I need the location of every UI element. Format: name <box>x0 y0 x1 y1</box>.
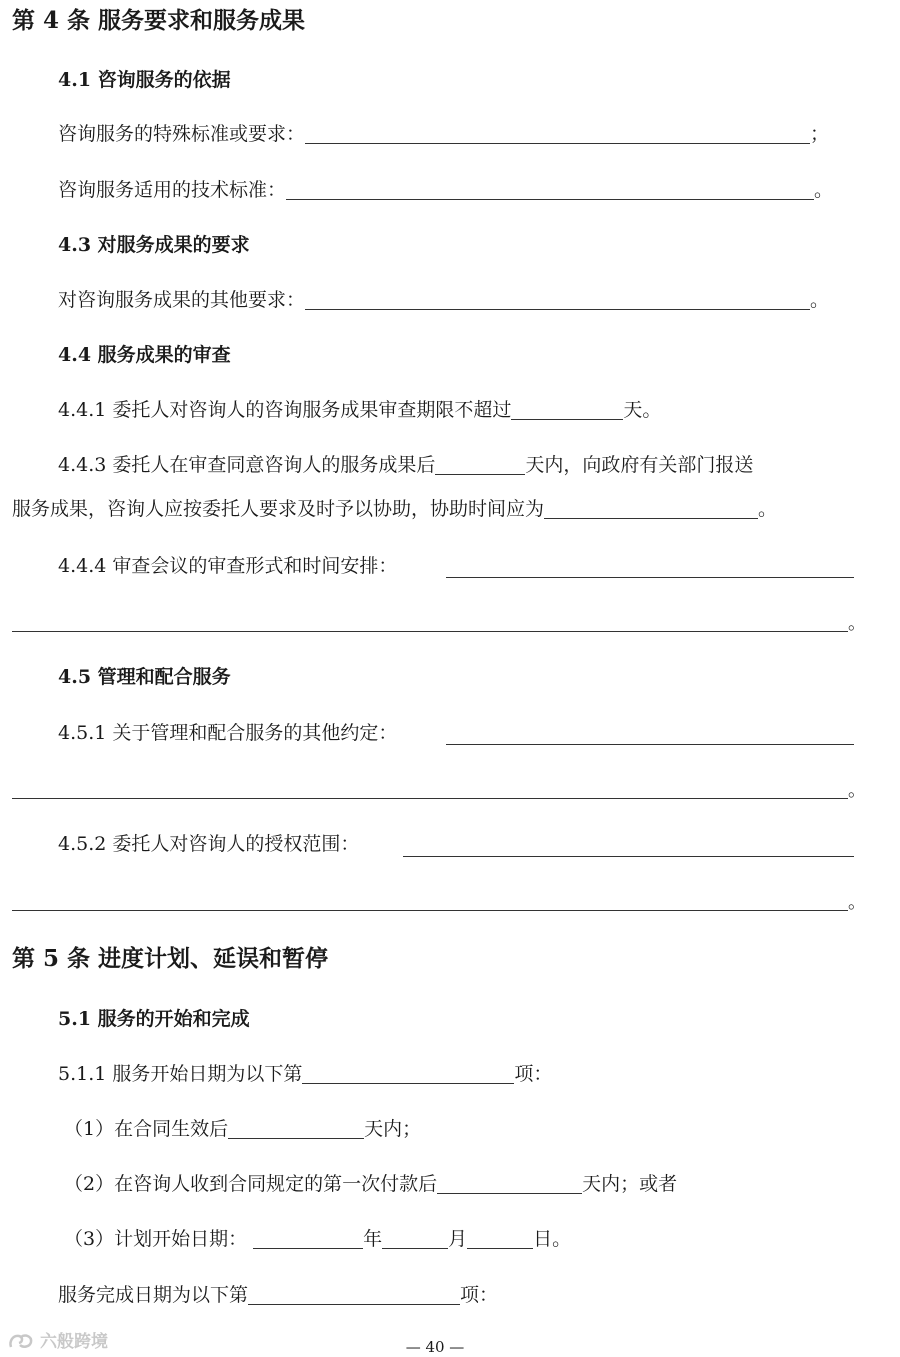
fill-blank-start-option[interactable] <box>302 1065 514 1084</box>
page-number: — 40 — <box>405 1338 465 1356</box>
completion-date-clause <box>58 1286 498 1305</box>
fill-blank-other-requirements[interactable] <box>305 291 810 310</box>
section-4-3-title: 4.3 对服务成果的要求 <box>58 234 250 256</box>
fill-blank-special-standards[interactable] <box>305 125 810 144</box>
section-4-5-title: 4.5 管理和配合服务 <box>58 666 231 688</box>
clause-4-3-line-1 <box>58 291 829 310</box>
punctuation: 。 <box>814 179 834 201</box>
clause-text: 4.5.1 关于管理和配合服务的其他约定： <box>58 722 398 744</box>
section-4-1-title: 4.1 咨询服务的依据 <box>58 69 231 91</box>
clause-text: 项： <box>514 1063 553 1085</box>
clause-text: 天。 <box>623 399 662 421</box>
clause-text: 4.4.4 审查会议的审查形式和时间安排： <box>58 555 398 577</box>
fill-blank-days-after-effective[interactable] <box>228 1120 364 1139</box>
clause-text: 咨询服务适用的技术标准： <box>58 179 287 201</box>
clause-text: 项： <box>460 1284 499 1306</box>
day-label: 日。 <box>533 1228 572 1250</box>
fill-blank-submission-days[interactable] <box>435 456 525 475</box>
punctuation: ； <box>810 123 830 145</box>
fill-blank-finish-option[interactable] <box>248 1286 460 1305</box>
clause-4-4-1 <box>58 401 661 420</box>
clause-text: 服务完成日期为以下第 <box>58 1284 249 1306</box>
article-5-heading: 第 5 条 进度计划、延误和暂停 <box>12 945 329 972</box>
clause-text: 咨询服务的特殊标准或要求： <box>58 123 306 145</box>
punctuation: 。 <box>848 780 866 801</box>
clause-text: 天内，向政府有关部门报送 <box>525 454 754 476</box>
fill-line-review-form-1[interactable] <box>446 577 854 578</box>
option-1 <box>64 1120 421 1139</box>
clause-4-5-2-line-1 <box>58 835 359 854</box>
fill-line-review-form-2[interactable] <box>12 631 848 632</box>
clause-4-1-line-1 <box>58 125 829 144</box>
section-4-4-title: 4.4 服务成果的审查 <box>58 344 231 366</box>
clause-4-4-3-line-2 <box>12 500 777 519</box>
clause-text: 服务成果，咨询人应按委托人要求及时予以协助，协助时间应为 <box>12 498 545 520</box>
fill-blank-assist-time[interactable] <box>544 500 758 519</box>
clause-4-5-1-line-1 <box>58 724 397 743</box>
punctuation: 。 <box>810 289 830 311</box>
clause-text: 天内； <box>364 1118 422 1140</box>
fill-blank-days-after-payment[interactable] <box>437 1175 582 1194</box>
clause-4-1-line-2 <box>58 181 833 200</box>
clause-text: 对咨询服务成果的其他要求： <box>58 289 306 311</box>
clause-text: 4.5.2 委托人对咨询人的授权范围： <box>58 833 360 855</box>
fill-blank-month[interactable] <box>382 1230 448 1249</box>
fill-blank-year[interactable] <box>253 1230 363 1249</box>
clause-5-1-1 <box>58 1065 552 1084</box>
clause-4-4-3-line-1 <box>58 456 753 475</box>
clause-text: 4.4.1 委托人对咨询人的咨询服务成果审查期限不超过 <box>58 399 512 421</box>
clause-text: 天内；或者 <box>582 1173 678 1195</box>
fill-line-authorization-2[interactable] <box>12 910 848 911</box>
fill-line-management-2[interactable] <box>12 798 848 799</box>
clause-4-4-4-line-1 <box>58 557 397 576</box>
punctuation: 。 <box>848 892 866 913</box>
clause-text: （3）计划开始日期： <box>64 1228 248 1250</box>
clause-text: 5.1.1 服务开始日期为以下第 <box>58 1063 303 1085</box>
punctuation: 。 <box>758 498 778 520</box>
fill-line-authorization-1[interactable] <box>403 856 854 857</box>
article-4-heading: 第 4 条 服务要求和服务成果 <box>12 7 306 34</box>
punctuation: 。 <box>848 613 866 634</box>
fill-line-management-1[interactable] <box>446 744 854 745</box>
clause-text: 4.4.3 委托人在审查同意咨询人的服务成果后 <box>58 454 436 476</box>
year-label: 年 <box>363 1228 383 1250</box>
fill-blank-review-days[interactable] <box>511 401 623 420</box>
watermark-text: 六般跨境 <box>40 1332 108 1352</box>
fill-blank-technical-standards[interactable] <box>286 181 814 200</box>
option-3 <box>64 1230 571 1249</box>
fill-blank-day[interactable] <box>467 1230 533 1249</box>
month-label: 月 <box>448 1228 468 1250</box>
section-5-1-title: 5.1 服务的开始和完成 <box>58 1008 250 1030</box>
option-2 <box>64 1175 677 1194</box>
clause-text: （2）在咨询人收到合同规定的第一次付款后 <box>64 1173 438 1195</box>
clause-text: （1）在合同生效后 <box>64 1118 229 1140</box>
